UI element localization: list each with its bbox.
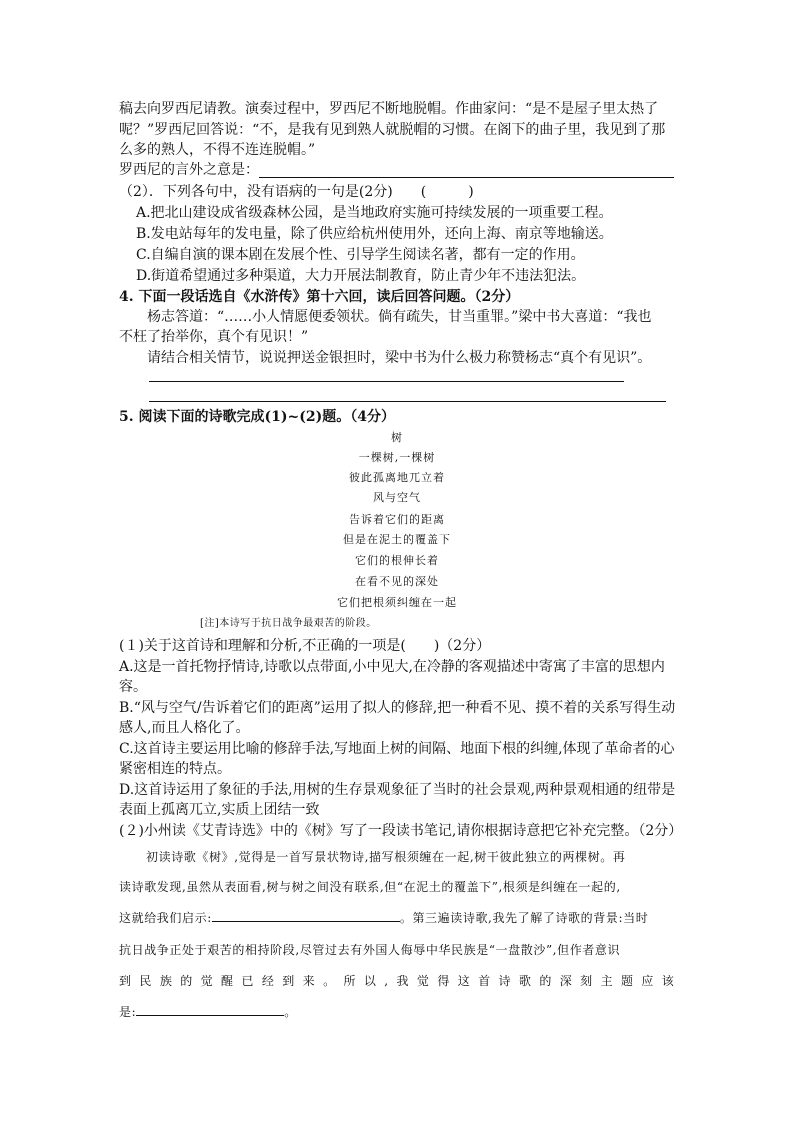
q5-sub1-option-d-line1[interactable]: D.这首诗运用了象征的手法,用树的生存景观象征了当时的社会景观,两种景观相通的纽带是 — [119, 782, 676, 798]
poem-line-3: 风与空气 — [373, 491, 421, 504]
note-p6-after: 。 — [284, 1005, 297, 1019]
note-p5-char: 觉 — [416, 974, 429, 988]
q5-sub1-stem: (１)关于这首诗和理解和分析,不正确的一项是( )（2分） — [119, 638, 491, 654]
note-p5-char: 深 — [559, 974, 572, 988]
note-p5-char: , — [384, 974, 389, 988]
note-p5-char: 歌 — [518, 974, 531, 988]
note-p5-char: 经 — [261, 974, 274, 988]
q4-ask: 请结合相关情节，说说押送金银担时，梁中书为什么极力称赞杨志“真个有见识”。 — [147, 350, 652, 366]
note-p5-char: 应 — [641, 974, 654, 988]
q2-stem: （2）．下列各句中，没有语病的一句是(2分) ( ) — [119, 184, 474, 200]
q4-answer-line-2[interactable] — [149, 401, 666, 402]
q5-sub2-stem: (２)小州读《艾青诗选》中的《树》写了一段读书笔记,请你根据诗意把它补充完整。（2分） — [119, 823, 683, 839]
note-p5-char: 的 — [180, 974, 193, 988]
note-p5-char: 来 — [302, 974, 315, 988]
poem-line-8: 它们把根须纠缠在一起 — [337, 596, 457, 609]
q2-option-c[interactable]: C.自编自演的课本剧在发展个性、引导学生阅读名著，都有一定的作用。 — [136, 247, 585, 263]
q4-quote-1: 杨志答道：“……小人情愿便委领状。倘有疏失，甘当重罪。”梁中书大喜道：“我也 — [147, 309, 652, 325]
note-p5-char: 的 — [539, 974, 552, 988]
note-p3-before: 这就给我们启示: — [119, 911, 212, 925]
q2-option-a[interactable]: A.把北山建设成省级森林公园，是当地政府实施可持续发展的一项重要工程。 — [136, 205, 613, 221]
poem-line-5: 但是在泥土的覆盖下 — [343, 533, 451, 546]
q5-sub1-option-d-line2[interactable]: 表面上孤离兀立,实质上团结一致 — [119, 802, 320, 818]
q4-title: 4. 下面一段话选自《水浒传》第十六回，读后回答问题。（2分） — [119, 289, 520, 305]
poem-note: [注]本诗写于抗日战争最艰苦的阶段。 — [200, 618, 377, 629]
note-p5-char: 首 — [478, 974, 491, 988]
note-p3-after: 。第三遍读诗歌,我先了解了诗歌的背景:当时 — [399, 911, 649, 925]
note-p6-before: 是: — [119, 1005, 137, 1019]
note-p5-char: 诗 — [498, 974, 511, 988]
note-p5-char: 题 — [620, 974, 633, 988]
note-p5-char: 以 — [363, 974, 376, 988]
note-p5-char: 这 — [457, 974, 470, 988]
poem-line-2: 彼此孤离地兀立着 — [349, 471, 445, 484]
note-p5-char: 到 — [282, 974, 295, 988]
intro-line-2: 呢？”罗西尼回答说：“不，是我有见到熟人就脱帽的习惯。在阁下的曲子里，我见到了那 — [119, 122, 666, 138]
q5-title: 5. 阅读下面的诗歌完成(1)~(2)题。（4分） — [119, 409, 395, 425]
q4-answer-line-1[interactable] — [149, 381, 624, 382]
note-p5-char: 所 — [343, 974, 356, 988]
note-p5-char: 我 — [396, 974, 409, 988]
q5-sub1-option-c-line1[interactable]: C.这首诗主要运用比喻的修辞手法,写地面上树的间隔、地面下根的纠缠,体现了革命者的心 — [119, 741, 675, 757]
note-paragraph-line-4: 抗日战争正处于艰苦的相持阶段,尽管过去有外国人侮辱中华民族是“一盘散沙”,但作者意识 — [119, 943, 621, 957]
note-p5-char: 民 — [139, 974, 152, 988]
note-p5-char: 觉 — [200, 974, 213, 988]
q2-option-d[interactable]: D.街道希望通过多种渠道，大力开展法制教育，防止青少年不违法犯法。 — [136, 268, 586, 284]
note-p5-char: 主 — [600, 974, 613, 988]
intro-line-3: 么多的熟人，不得不连连脱帽。” — [119, 142, 316, 158]
poem-title: 树 — [391, 431, 403, 444]
q5-sub1-option-b-line1[interactable]: B.“风与空气/告诉着它们的距离”运用了拟人的修辞,把一种看不见、摸不着的关系写得生动 — [119, 700, 676, 716]
note-p5-char: 到 — [119, 974, 132, 988]
q2-option-b[interactable]: B.发电站每年的发电量，除了供应给杭州使用外，还向上海、南京等地输送。 — [136, 226, 613, 242]
note-paragraph-line-5 — [119, 972, 674, 990]
note-p5-char: 该 — [661, 974, 674, 988]
q5-sub1-option-a-line2[interactable]: 容。 — [119, 679, 147, 695]
q5-sub1-option-c-line2[interactable]: 紧密相连的特点。 — [119, 761, 231, 777]
note-blank-1[interactable] — [212, 909, 400, 922]
note-paragraph-line-3 — [119, 909, 648, 927]
note-p5-char: 已 — [241, 974, 254, 988]
meaning-label: 罗西尼的言外之意是： — [119, 162, 259, 178]
note-p5-char: 。 — [323, 974, 336, 988]
note-p5-char: 族 — [159, 974, 172, 988]
q5-sub1-option-a-line1[interactable]: A.这是一首托物抒情诗,诗歌以点带面,小中见大,在冷静的客观描述中寄寓了丰富的思想内 — [119, 659, 665, 675]
note-paragraph-line-2: 读诗歌发现,虽然从表面看,树与树之间没有联系,但“在泥土的覆盖下”,根须是纠缠在一起的, — [119, 880, 621, 894]
q4-quote-2: 不枉了抬举你，真个有见识！” — [119, 329, 309, 345]
q5-sub1-option-b-line2[interactable]: 感人,而且人格化了。 — [119, 720, 250, 736]
poem-line-6: 它们的根伸长着 — [355, 554, 439, 567]
poem-line-7: 在看不见的深处 — [355, 575, 439, 588]
intro-line-1: 稿去向罗西尼请教。演奏过程中，罗西尼不断地脱帽。作曲家问：“是不是屋子里太热了 — [119, 101, 659, 117]
poem-line-4: 告诉着它们的距离 — [349, 513, 445, 526]
note-p5-char: 得 — [437, 974, 450, 988]
note-paragraph-line-1: 初读诗歌《树》,觉得是一首写景状物诗,描写根须缠在一起,树干彼此独立的两棵树。再 — [146, 850, 626, 864]
note-paragraph-line-6 — [119, 1003, 297, 1021]
note-p5-char: 刻 — [580, 974, 593, 988]
poem-line-1: 一棵树,一棵树 — [358, 451, 436, 464]
note-blank-2[interactable] — [136, 1003, 284, 1016]
note-p5-char: 醒 — [221, 974, 234, 988]
meaning-answer-line[interactable] — [259, 177, 674, 178]
